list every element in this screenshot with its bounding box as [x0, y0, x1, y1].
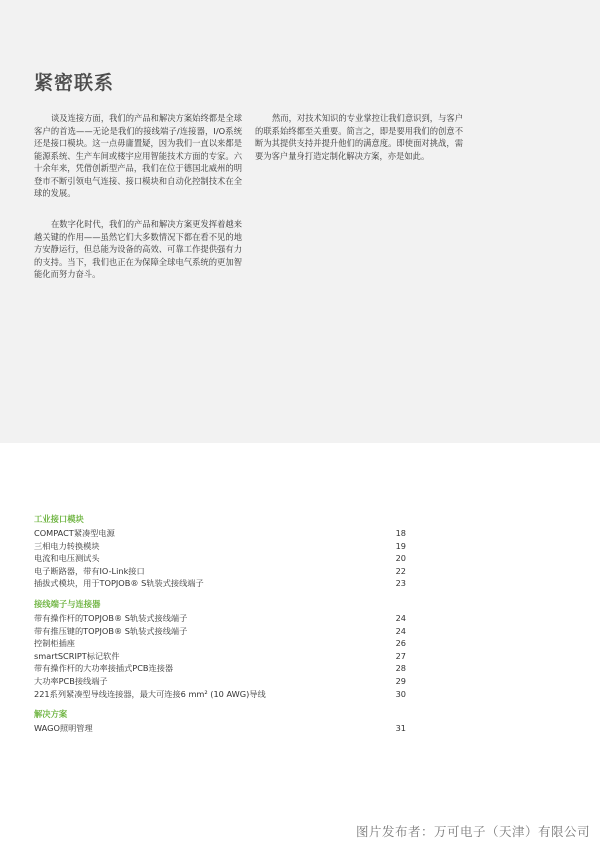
toc-entry-page: 28 [395, 663, 406, 674]
toc-entry-page: 30 [395, 688, 406, 699]
toc-entry-label: 带有推压键的TOPJOB® S轨装式接线端子 [34, 625, 188, 636]
page-title: 紧密联系 [34, 72, 115, 94]
toc-entry-page: 24 [395, 612, 406, 623]
toc-entry[interactable] [34, 612, 406, 625]
intro-paragraph-1: 谈及连接方面，我们的产品和解决方案始终都是全球客户的首选——无论是我们的接线端子/连接器，I/O系统还是接口模块。这一点毋庸置疑，因为我们一直以来都是能源系统、生产车间或楼宇应用智能技术方面的专家。六十余年来，凭借创新型产品，我们在位于德国北威州的明登市不断引领电气连接、接口模块和自动化控制技术在全球的发展。 [34, 113, 242, 198]
toc-entry-label: 电子断路器，带有IO-Link接口 [34, 565, 145, 576]
toc-entry-page: 24 [395, 625, 406, 636]
toc-entry-page: 23 [395, 578, 406, 589]
toc-entry-label: WAGO照明管理 [34, 723, 93, 734]
toc-entry[interactable] [34, 662, 406, 675]
toc-section-title: 工业接口模块 [34, 514, 84, 524]
toc-entry-page: 27 [395, 650, 406, 661]
table-of-contents [34, 513, 406, 743]
toc-section-industrial-interface [34, 513, 406, 590]
toc-entry-page: 20 [395, 553, 406, 564]
toc-entry-label: 插拔式模块，用于TOPJOB® S轨装式接线端子 [34, 578, 204, 589]
toc-entry[interactable] [34, 527, 406, 540]
toc-entry[interactable] [34, 688, 406, 701]
toc-entry-page: 29 [395, 675, 406, 686]
image-credit: 图片发布者：万可电子（天津）有限公司 [355, 824, 590, 839]
toc-entry-page: 22 [395, 565, 406, 576]
toc-entry[interactable] [34, 637, 406, 650]
toc-entry-label: smartSCRIPT标记软件 [34, 650, 120, 661]
toc-entry-label: 带有操作杆的大功率接插式PCB连接器 [34, 663, 174, 674]
toc-entry-page: 26 [395, 638, 406, 649]
toc-entry-label: 221系列紧凑型导线连接器，最大可连接6 mm² (10 AWG)导线 [34, 688, 266, 699]
toc-section-terminal-blocks [34, 598, 406, 700]
toc-section-title: 解决方案 [34, 709, 68, 720]
toc-entry[interactable] [34, 675, 406, 688]
intro-paragraph-3: 然而，对技术知识的专业掌控让我们意识到，与客户的联系始终都至关重要。简言之，即是要用我们的创意不断为其提供支持并提升他们的满意度。即使面对挑战，需要为客户量身打造定制化解决方案，亦是如此。 [255, 113, 463, 161]
toc-entry[interactable] [34, 565, 406, 578]
toc-entry-label: 大功率PCB接线端子 [34, 675, 108, 686]
toc-entry-label: COMPACT紧凑型电源 [34, 528, 115, 538]
toc-section-solutions [34, 708, 406, 735]
toc-entry-label: 三相电力转换模块 [34, 540, 100, 551]
toc-entry-label: 控制柜插座 [34, 638, 75, 649]
toc-entry[interactable] [34, 552, 406, 565]
toc-entry[interactable] [34, 625, 406, 638]
toc-entry-label: 电流和电压测试头 [34, 553, 100, 564]
toc-entry-page: 19 [395, 540, 406, 551]
toc-entry[interactable] [34, 650, 406, 663]
toc-entry-page: 31 [395, 723, 406, 734]
toc-entry[interactable] [34, 540, 406, 553]
toc-entry-page: 18 [395, 528, 406, 538]
toc-entry-label: 带有操作杆的TOPJOB® S轨装式接线端子 [34, 612, 188, 623]
toc-section-title: 接线端子与连接器 [34, 598, 101, 609]
toc-entry[interactable] [34, 577, 406, 590]
toc-entry[interactable] [34, 722, 406, 735]
intro-paragraph-2: 在数字化时代，我们的产品和解决方案更发挥着越来越关键的作用——虽然它们大多数情况下都在看不见的地方安静运行，但总能为设备的高效、可靠工作提供强有力的支持。当下，我们也正在为保障全球电气系统的更加智能化而努力奋斗。 [34, 219, 242, 279]
